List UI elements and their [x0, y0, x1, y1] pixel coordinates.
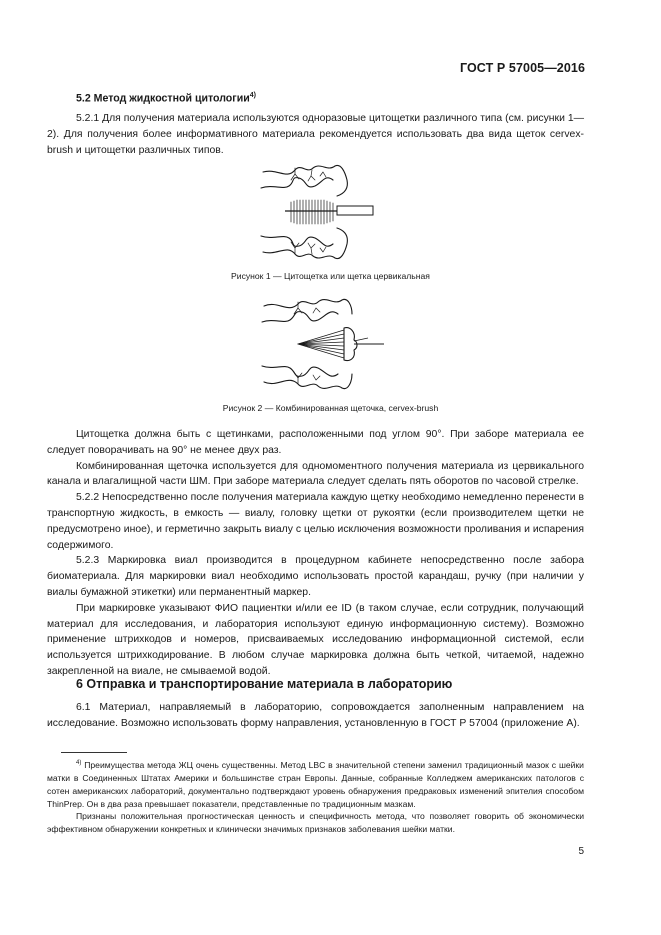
- section-6-heading: 6 Отправка и транспортирование материала в лабораторию: [76, 677, 453, 691]
- paragraph-5-2-1-block: [47, 111, 584, 158]
- footnote-marker: 4): [76, 760, 82, 766]
- page-number: 5: [578, 846, 584, 857]
- footnote-2: Признаны положительная прогностическая ценность и специфичность метода, что позволяет говорить об экономически эффективном обнаружении конкретных и клинически значимых признаков заболевания шейки матки.: [47, 811, 584, 835]
- main-body-paragraphs: [47, 427, 584, 680]
- footnotes: [47, 757, 584, 836]
- figure-2-combined-brush-illustration: [258, 292, 388, 397]
- paragraph-labeling: При маркировке указывают ФИО пациентки и/или ее ID (в таком случае, если сотрудник, получающий материал для исследования, и лаборатория используют единую информационную систему). Возможно применение штрихкодов и номеров, присваиваемых исследованию информационной системой, если используется штрихкодирование. В любом случае маркировка должна быть четкой, читаемой, надежно закрепленной на виале, не смываемой водой.: [47, 602, 584, 677]
- paragraph-6-1-block: [47, 700, 584, 732]
- section-5-2-heading: [76, 92, 256, 105]
- paragraph-5-2-2: 5.2.2 Непосредственно после получения материала каждую щетку необходимо немедленно перенести в транспортную жидкость, в емкость — виалу, головку щетки от рукоятки (если производителем щетки не предусмотрено иное), и герметично закрыть виалу с целью исключения возможности проливания и испарения содержимого.: [47, 492, 584, 551]
- footnote-divider: [61, 752, 127, 753]
- paragraph-6-1: 6.1 Материал, направляемый в лабораторию, сопровождается заполненным направлением на исследование. Возможно использовать форму направления, установленную в ГОСТ Р 57004 (приложение А).: [47, 702, 584, 729]
- footnote-ref: 4): [249, 92, 256, 99]
- paragraph-5-2-3: 5.2.3 Маркировка виал производится в процедурном кабинете непосредственно после забора биоматериала. Для маркировки виал необходимо использовать простой карандаш, ручку (при наличии у виалы бумажной этикетки) или перманентный маркер.: [47, 555, 584, 598]
- footnote-1-text: Преимущества метода ЖЦ очень существенны. Метод LBC в значительной степени заменил традиционный мазок с шейки матки в Соединенных Штатах Америки и большинстве стран Европы. Данные, собранные Колледжем американских патологов с сотен американских лабораторий, документально подтверждают уровень обнаружения предраковых изменений эпителия способом ThinPrep. Он в два раза превышает показатели, представленные по традиционным мазкам.: [47, 759, 584, 809]
- paragraph-5-2-1: 5.2.1 Для получения материала используются одноразовые цитощетки различного типа (см. рисунки 1—2). Для получения более информативного материала рекомендуется использовать два вида щеток cervex-brush и цитощетки различных типов.: [47, 113, 584, 156]
- paragraph-combined-brush: Комбинированная щеточка используется для одномоментного получения материала из цервикального канала и влагалищной части ШМ. При заборе материала следует сделать пять оборотов по часовой стрелке.: [47, 460, 584, 488]
- figure-1-caption: Рисунок 1 — Цитощетка или щетка цервикальная: [231, 271, 430, 281]
- paragraph-bristles: Цитощетка должна быть с щетинками, расположенными под углом 90°. При заборе материала ее следует поворачивать на 90° не менее двух раз.: [47, 429, 584, 456]
- section-5-2-title: 5.2 Метод жидкостной цитологии: [76, 92, 250, 105]
- document-code: ГОСТ Р 57005—2016: [459, 61, 585, 75]
- figure-2-caption: Рисунок 2 — Комбинированная щеточка, cervex-brush: [222, 403, 439, 413]
- footnote-1: [47, 757, 584, 810]
- figure-1-cytobrush-illustration: [255, 160, 375, 265]
